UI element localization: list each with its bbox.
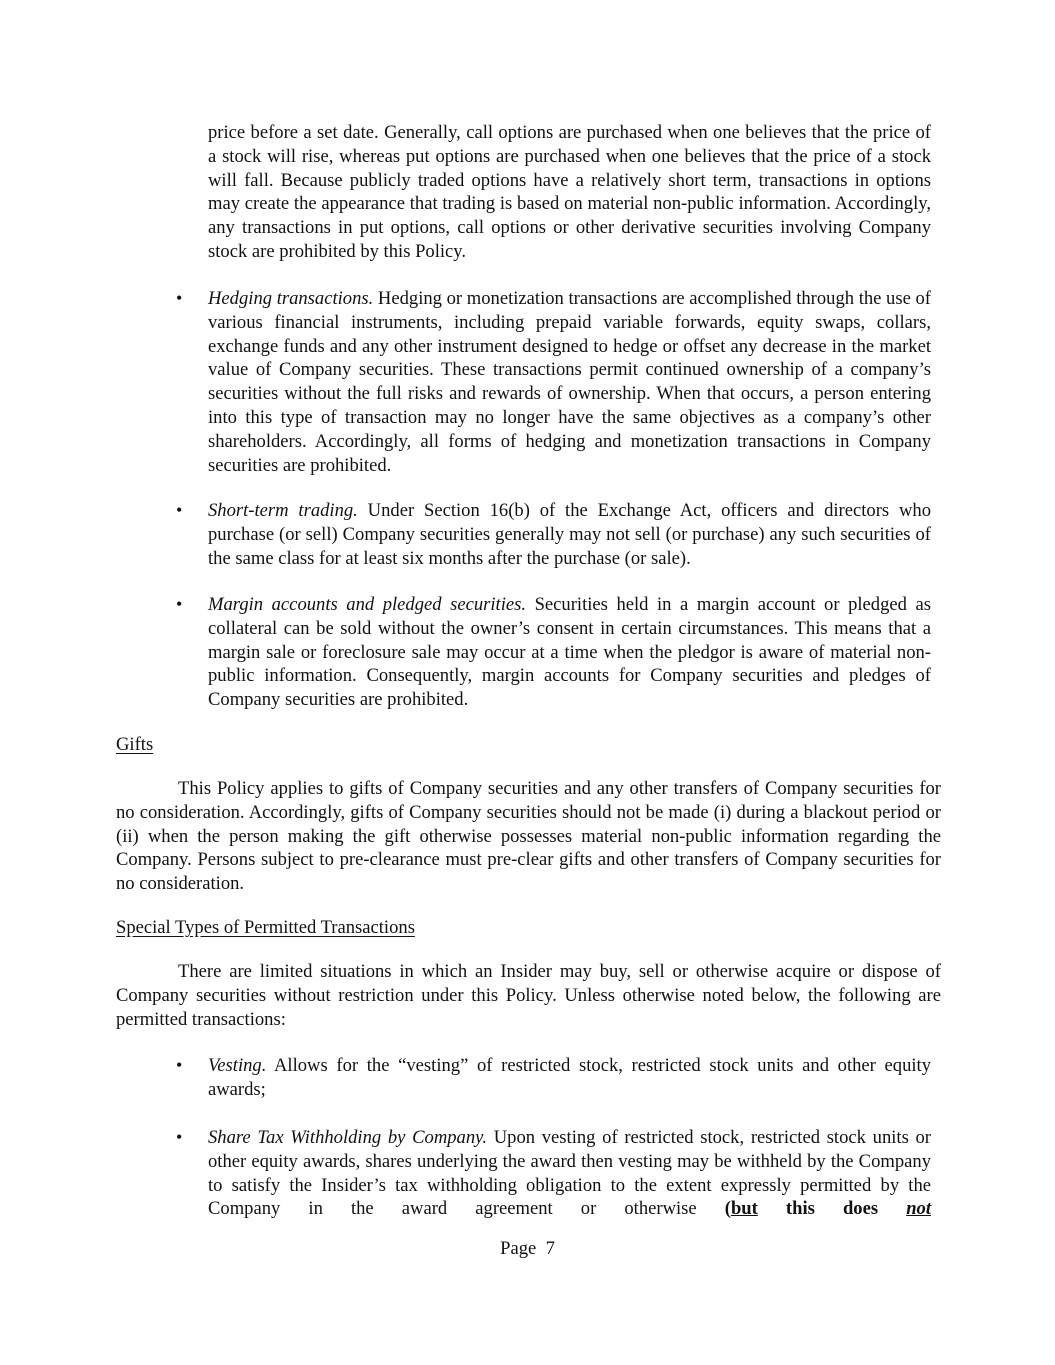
item-text: Allows for the “vesting” of restricted stock, restricted stock units and other equity awards; [208,1055,931,1100]
options-paragraph-continued: price before a set date. Generally, call options are purchased when one believes that the price of a stock will rise, whereas put options are purchased when one believes that the price of a stock will fall. Because publicly traded options have a relatively short term, transactions in options may create the appearance that trading is based on material non-public information. Accordingly, any transactions in put options, call options or other derivative securities involving Company stock are prohibited by this Policy. [208,122,931,262]
emphasis-mid: this does [757,1198,907,1220]
item-text: Under Section 16(b) of the Exchange Act, officers and directors who purchase (or sell) Company securities generally may not sell (or purchase) any such securities of the same class for at least six months after the purchase (or sale). [208,500,931,569]
share-tax-withholding-item [208,1126,931,1221]
bullet-icon: • [176,1127,183,1147]
emphasis-but: but [730,1198,758,1220]
item-text: Hedging or monetization transactions are accomplished through the use of various financial instruments, including prepaid variable forwards, equity swaps, collars, exchange funds and any other instrument designed to hedge or offset any decrease in the market value of Company securities. These transactions permit continued ownership of a company’s securities without the full risks and rewards of ownership. When that occurs, a person entering into this type of transaction may no longer have the same objectives as a company’s other shareholders. Accordingly, all forms of hedging and monetization transactions in Company securities are prohibited. [208,288,931,476]
gifts-heading: Gifts [116,734,154,755]
emphasis-not: not [906,1198,931,1220]
emphasis-open: ( [724,1198,731,1220]
bullet-icon: • [176,288,183,308]
item-text: Securities held in a margin account or pledged as collateral can be sold without the owner’s consent in certain circumstances. This means that a margin sale or foreclosure sale may occur at a time when the pledgor is aware of material non-public information. Consequently, margin accounts for Company securities and pledges of Company securities are prohibited. [208,594,931,711]
hedging-transactions-item [208,287,931,477]
item-title: Margin accounts and pledged securities. [208,594,527,615]
item-title: Hedging transactions. [208,288,374,309]
permitted-transactions-heading: Special Types of Permitted Transactions [116,917,415,938]
page-number: Page 7 [500,1238,555,1259]
margin-accounts-item [208,593,931,712]
bullet-icon: • [176,1055,183,1075]
bullet-icon: • [176,500,183,520]
gifts-paragraph: This Policy applies to gifts of Company securities and any other transfers of Company securities for no consideration. Accordingly, gifts of Company securities should not be made (i) during a blackout period or (ii) when the person making the gift otherwise possesses material non-public information regarding the Company. Persons subject to pre-clearance must pre-clear gifts and other transfers of Company securities for no consideration. [116,778,941,895]
short-term-trading-item [208,499,931,570]
item-title: Vesting. [208,1055,267,1076]
item-title: Share Tax Withholding by Company. [208,1127,488,1148]
permitted-transactions-paragraph: There are limited situations in which an Insider may buy, sell or otherwise acquire or dispose of Company securities without restriction under this Policy. Unless otherwise noted below, the following are permitted transactions: [116,961,941,1030]
vesting-item [208,1054,931,1102]
item-title: Short-term trading. [208,500,358,521]
bullet-icon: • [176,594,183,614]
item-text: Upon vesting of restricted stock, restricted stock units or other equity awards, shares underlying the award then vesting may be withheld by the Company to satisfy the Insider’s tax withholding obligation to the extent expressly permitted by the Company in the award agreement or otherwise [208,1127,931,1220]
